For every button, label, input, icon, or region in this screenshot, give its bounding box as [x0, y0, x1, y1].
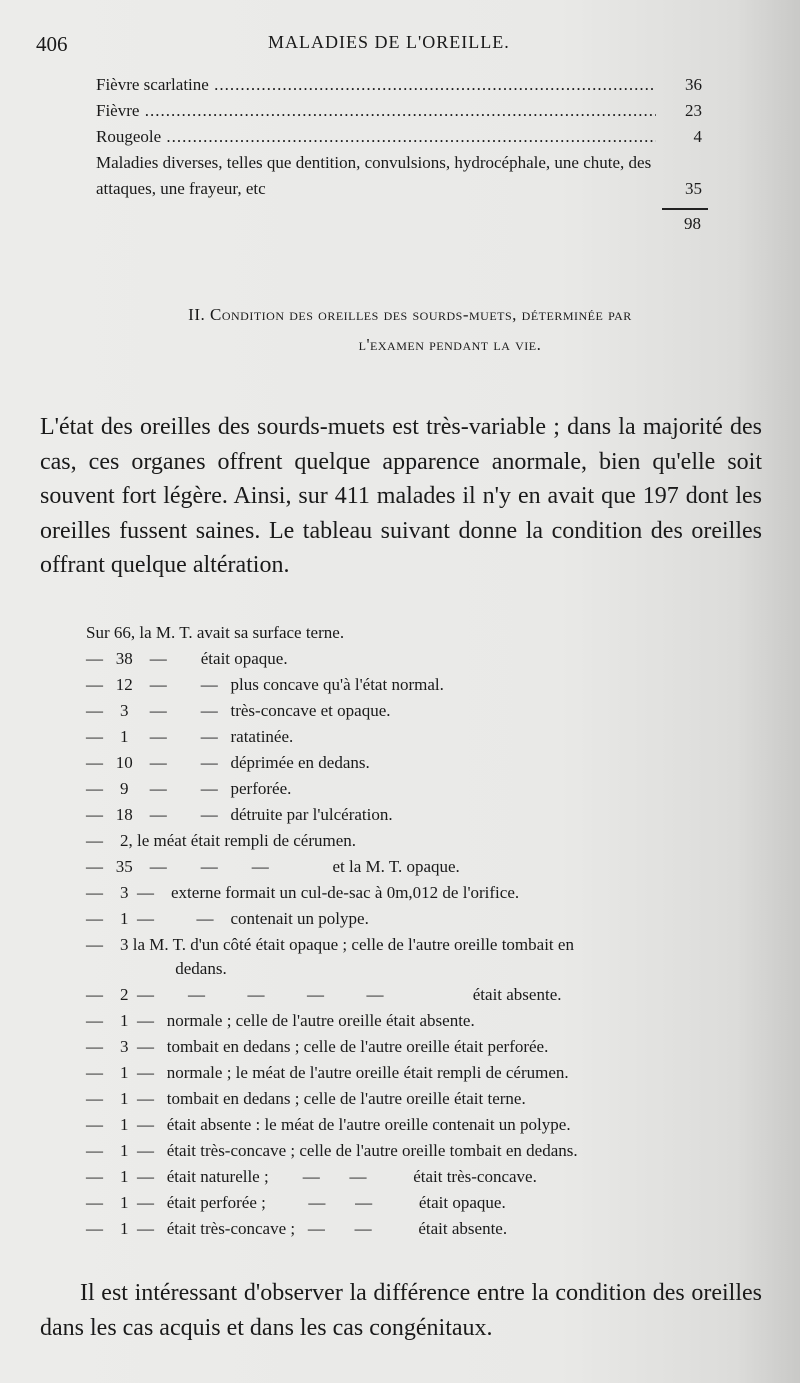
observation-row: Sur 66, la M. T. avait sa surface terne.	[86, 623, 345, 642]
running-title: MALADIES DE L'OREILLE.	[268, 32, 510, 52]
observation-row: — 1 — était perforée ; — — était opaque.	[86, 1193, 506, 1212]
cause-label: Rougeole .....	[96, 124, 656, 150]
closing-paragraph: Il est intéressant d'observer la différence entre la condition des oreilles dans les cas acquis et dans les cas congénitaux.	[40, 1280, 762, 1341]
page-number: 406	[36, 32, 68, 56]
observation-row: — 12 — — plus concave qu'à l'état normal.	[86, 675, 444, 694]
observation-row: — 9 — — perforée.	[86, 779, 292, 798]
cause-row	[96, 98, 706, 124]
total-value: 98	[684, 214, 701, 233]
total-rule	[662, 208, 708, 210]
cause-label: Fièvre scarlatine .....	[96, 72, 656, 98]
cause-row	[96, 124, 706, 150]
observation-row: — 1 — était très-concave ; — — était absente.	[86, 1219, 508, 1238]
observation-row: — 35 — — — et la M. T. opaque.	[86, 857, 460, 876]
observation-row: — 10 — — déprimée en dedans.	[86, 753, 370, 772]
cause-label: Maladies diverses, telles que dentition, convulsions, hydrocéphale, une chute, des attaques, une frayeur, etc .....	[96, 150, 656, 202]
cause-value: 23	[685, 101, 702, 120]
section-heading	[60, 300, 760, 360]
section-heading-line1: II. Condition des oreilles des sourds-muets, déterminée par	[188, 305, 632, 324]
observation-row: — 2 — — — — — était absente.	[86, 985, 562, 1004]
cause-row	[96, 150, 706, 202]
observation-row: — 1 — — ratatinée.	[86, 727, 294, 746]
cause-value: 35	[685, 179, 702, 198]
observation-row: — 3 — externe formait un cul-de-sac à 0m,012 de l'orifice.	[86, 883, 520, 902]
cause-value: 36	[685, 75, 702, 94]
observation-row: — 1 — normale ; celle de l'autre oreille était absente.	[86, 1011, 475, 1030]
observation-row: — 1 — était absente : le méat de l'autre oreille contenait un polype.	[86, 1115, 571, 1134]
observation-row: — 1 — tombait en dedans ; celle de l'autre oreille était terne.	[86, 1089, 526, 1108]
cause-value: 4	[693, 127, 702, 146]
section-heading-line2: l'examen pendant la vie.	[358, 335, 542, 354]
observation-row: — 3 — — très-concave et opaque.	[86, 701, 391, 720]
observation-row: — 3 la M. T. d'un côté était opaque ; celle de l'autre oreille tombait en	[86, 935, 574, 954]
observation-row: — 18 — — détruite par l'ulcération.	[86, 805, 393, 824]
observation-row: — 2, le méat était rempli de cérumen.	[86, 831, 357, 850]
observation-row: — 38 — était opaque.	[86, 649, 288, 668]
observation-row: — 1 — était très-concave ; celle de l'autre oreille tombait en dedans.	[86, 1141, 578, 1160]
observation-row: dedans.	[86, 959, 227, 978]
observation-row: — 1 — — contenait un polype.	[86, 909, 369, 928]
observation-row: — 3 — tombait en dedans ; celle de l'autre oreille était perforée.	[86, 1037, 549, 1056]
observation-row: — 1 — était naturelle ; — — était très-concave.	[86, 1167, 537, 1186]
cause-row	[96, 72, 706, 98]
body-paragraph: L'état des oreilles des sourds-muets est très-variable ; dans la majorité des cas, ces organes offrent quelque apparence anormale, bien qu'elle soit souvent fort légère. Ainsi, sur 411 malades il n'y en avait que 197 dont les oreilles fussent saines. Le tableau suivant donne la condition des oreilles offrant quelque altération.	[40, 414, 762, 578]
observation-row: — 1 — normale ; le méat de l'autre oreille était rempli de cérumen.	[86, 1063, 569, 1082]
cause-label: Fièvre .....	[96, 98, 656, 124]
page-header	[0, 32, 800, 62]
causes-table	[96, 72, 706, 202]
